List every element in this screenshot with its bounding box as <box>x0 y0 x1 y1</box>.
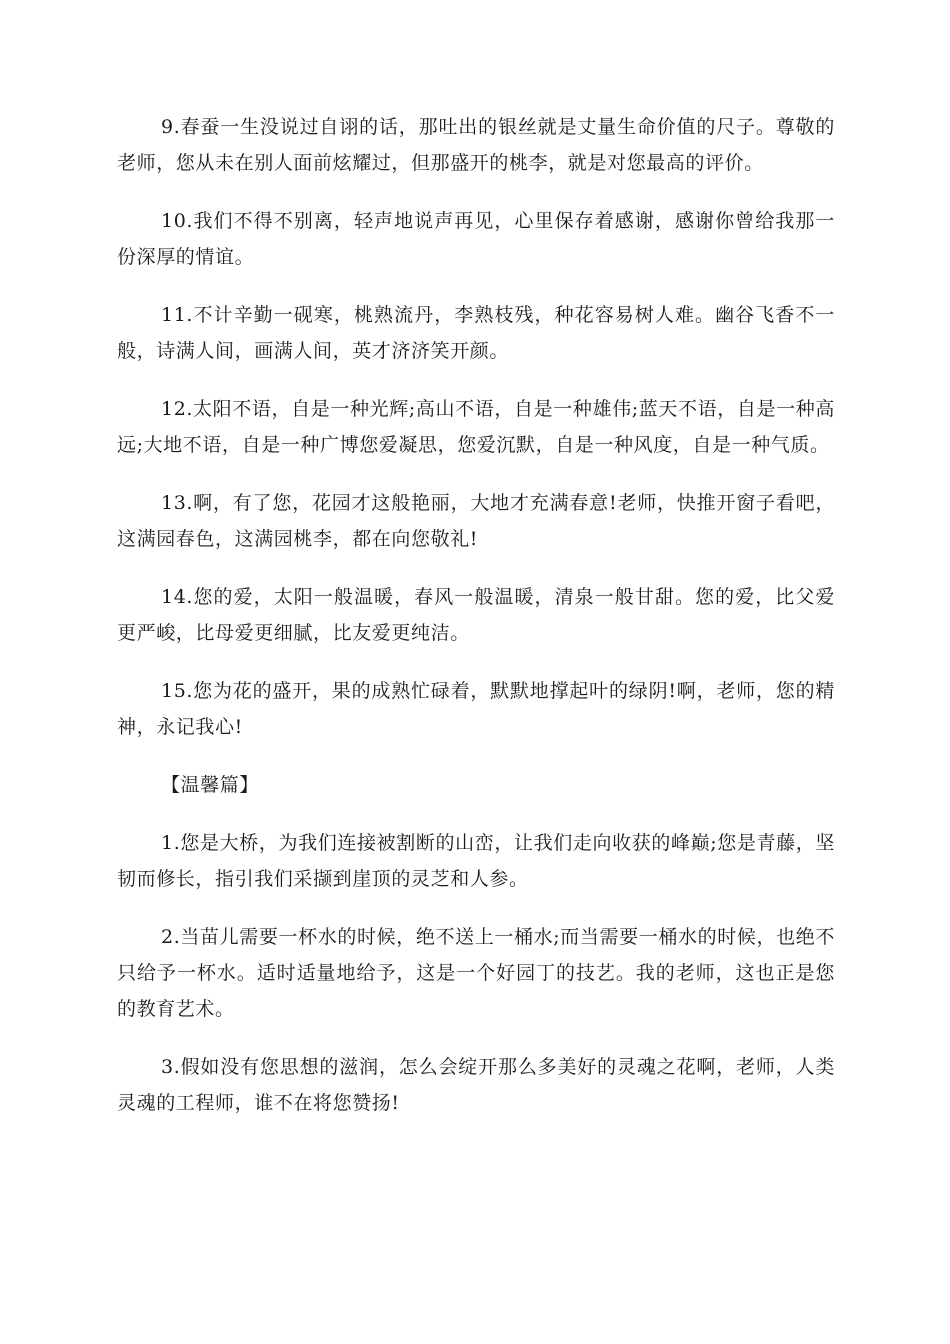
paragraph-15: 15.您为花的盛开，果的成熟忙碌着，默默地撑起叶的绿阴!啊，老师，您的精神，永记我心! <box>117 680 835 738</box>
document-body <box>117 109 835 1143</box>
paragraph-11: 11.不计辛勤一砚寒，桃熟流丹，李熟枝残，种花容易树人难。幽谷飞香不一般，诗满人间，画满人间，英才济济笑开颜。 <box>117 304 835 362</box>
paragraph-10: 10.我们不得不别离，轻声地说声再见，心里保存着感谢，感谢你曾给我那一份深厚的情谊。 <box>117 210 835 268</box>
paragraph-12: 12.太阳不语，自是一种光辉;高山不语，自是一种雄伟;蓝天不语，自是一种高远;大地不语，自是一种广博您爱凝思，您爱沉默，自是一种风度，自是一种气质。 <box>117 398 835 456</box>
paragraph-warm-3: 3.假如没有您思想的滋润，怎么会绽开那么多美好的灵魂之花啊，老师，人类灵魂的工程师，谁不在将您赞扬! <box>117 1056 835 1114</box>
paragraph-9: 9.春蚕一生没说过自诩的话，那吐出的银丝就是丈量生命价值的尺子。尊敬的老师，您从未在别人面前炫耀过，但那盛开的桃李，就是对您最高的评价。 <box>117 116 835 174</box>
section-heading: 【温馨篇】 <box>161 774 260 796</box>
paragraph-warm-2: 2.当苗儿需要一杯水的时候，绝不送上一桶水;而当需要一桶水的时候，也绝不只给予一杯水。适时适量地给予，这是一个好园丁的技艺。我的老师，这也正是您的教育艺术。 <box>117 926 835 1020</box>
paragraph-13: 13.啊，有了您，花园才这般艳丽，大地才充满春意!老师，快推开窗子看吧，这满园春色，这满园桃李，都在向您敬礼! <box>117 492 835 550</box>
paragraph-warm-1: 1.您是大桥，为我们连接被割断的山峦，让我们走向收获的峰巅;您是青藤，坚韧而修长，指引我们采撷到崖顶的灵芝和人参。 <box>117 832 835 890</box>
paragraph-14: 14.您的爱，太阳一般温暖，春风一般温暖，清泉一般甘甜。您的爱，比父爱更严峻，比母爱更细腻，比友爱更纯洁。 <box>117 586 835 644</box>
